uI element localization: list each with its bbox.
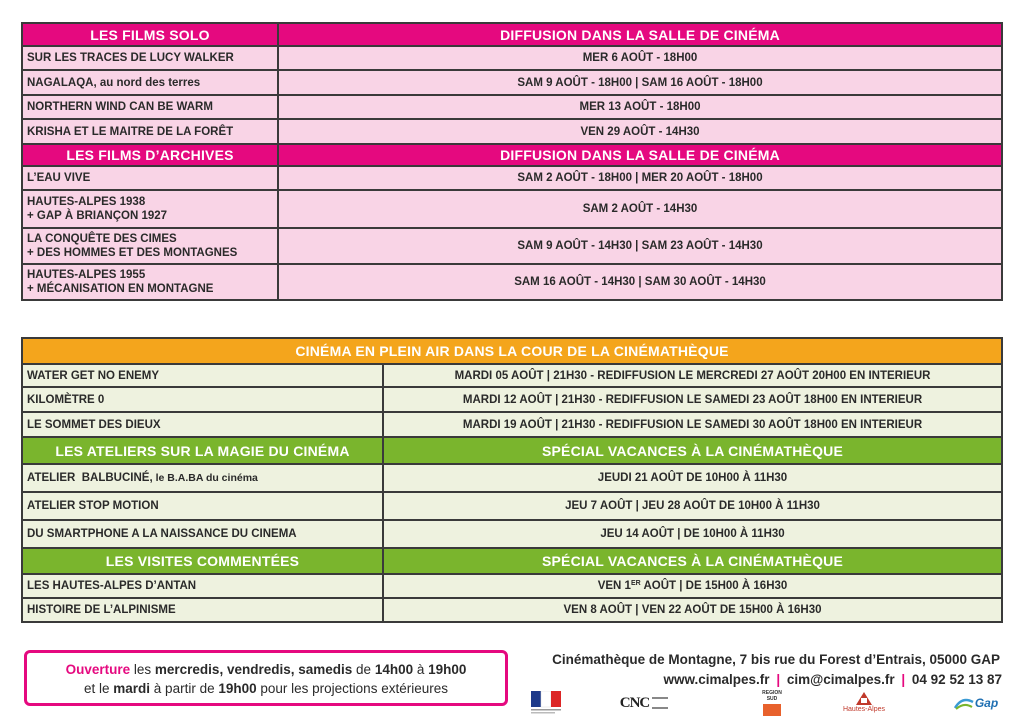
region-emblem-icon (763, 704, 781, 716)
opening-hours-line2 (33, 679, 499, 698)
region-logo-text: REGION SUD (762, 690, 782, 702)
archives-header-left: LES FILMS D’ARCHIVES (22, 144, 278, 166)
film-dates: MARDI 19 AOÛT | 21H30 - REDIFFUSION LE SAMEDI 30 AOÛT 18H00 EN INTERIEUR (383, 412, 1002, 437)
hours-day: vendredis (226, 662, 291, 677)
archive-title-line1: LA CONQUÊTE DES CIMES (27, 233, 177, 245)
phone-number: 04 92 52 13 87 (911, 672, 1002, 687)
ateliers-header-left: LES ATELIERS SUR LA MAGIE DU CINÉMA (22, 437, 383, 464)
table-row (22, 228, 1002, 264)
film-title: KILOMÈTRE 0 (22, 387, 383, 412)
film-title: KRISHA ET LE MAITRE DE LA FORÊT (22, 119, 278, 144)
film-title: SUR LES TRACES DE LUCY WALKER (22, 46, 278, 70)
atelier-dates: JEU 7 AOÛT | JEU 28 AOÛT DE 10H00 À 11H30 (383, 492, 1002, 520)
visite-dates-b: AOÛT | DE 15H00 À 16H30 (640, 580, 788, 592)
separator: | (901, 672, 906, 687)
archives-header-row (22, 144, 1002, 166)
visite-title: LES HAUTES-ALPES D’ANTAN (22, 574, 383, 598)
hours-day: mardi (113, 681, 151, 696)
website-link[interactable]: www.cimalpes.fr (663, 672, 770, 687)
table-row (22, 387, 1002, 412)
archive-title (22, 166, 278, 190)
film-dates: VEN 29 AOÛT - 14H30 (278, 119, 1002, 144)
hours-day: mercredis (154, 662, 220, 677)
visites-header-left: LES VISITES COMMENTÉES (22, 548, 383, 574)
archive-title-line1: HAUTES-ALPES 1938 (27, 196, 146, 208)
cnc-logo (618, 690, 670, 716)
hours-time: 19h00 (218, 681, 257, 696)
opening-hours-line1 (33, 660, 499, 679)
email-link[interactable]: cim@cimalpes.fr (786, 672, 895, 687)
film-dates: MER 6 AOÛT - 18H00 (278, 46, 1002, 70)
gap-swoosh-icon (954, 696, 974, 710)
hours-time: 14h00 (374, 662, 414, 677)
solo-header-row (22, 23, 1002, 46)
archive-title-line2: + DES HOMMES ET DES MONTAGNES (27, 247, 238, 259)
table-row (22, 119, 1002, 144)
atelier-title: ATELIER STOP MOTION (22, 492, 383, 520)
opening-word: Ouverture (65, 662, 131, 677)
activities-table (21, 337, 1003, 623)
hours-text: pour les projections extérieures (256, 681, 448, 696)
gap-logo-text: Gap (974, 696, 999, 710)
archive-title-line2: + MÉCANISATION EN MONTAGNE (27, 283, 214, 295)
hours-text: , (219, 662, 227, 677)
hautes-alpes-logo (836, 690, 892, 716)
table-row (22, 464, 1002, 492)
mountain-icon (856, 692, 872, 705)
contact-address: Cinémathèque de Montagne, 7 bis rue du Forest d’Entrais, 05000 GAP (552, 652, 1000, 667)
plein-air-header: CINÉMA EN PLEIN AIR DANS LA COUR DE LA CINÉMATHÈQUE (22, 338, 1002, 364)
solo-header-right: DIFFUSION DANS LA SALLE DE CINÉMA (278, 23, 1002, 46)
table-row (22, 520, 1002, 548)
archive-title (22, 264, 278, 300)
films-table (21, 22, 1003, 301)
hours-text: de (352, 662, 375, 677)
visite-dates-a: VEN 1 (597, 580, 631, 592)
hours-text: les (130, 662, 155, 677)
film-dates: MARDI 05 AOÛT | 21H30 - REDIFFUSION LE MERCREDI 27 AOÛT 20H00 EN INTERIEUR (383, 364, 1002, 387)
visites-header-row (22, 548, 1002, 574)
film-title: WATER GET NO ENEMY (22, 364, 383, 387)
atelier-title (22, 464, 383, 492)
film-dates: SAM 9 AOÛT - 18H00 | SAM 16 AOÛT - 18H00 (278, 70, 1002, 95)
table-row (22, 412, 1002, 437)
archive-title (22, 190, 278, 228)
cnc-lines-icon (652, 697, 668, 709)
ateliers-header-row (22, 437, 1002, 464)
republique-francaise-logo (528, 690, 564, 716)
film-title: LE SOMMET DES DIEUX (22, 412, 383, 437)
region-sud-logo (758, 690, 786, 716)
table-row (22, 492, 1002, 520)
hours-text: et le (84, 681, 114, 696)
table-row (22, 95, 1002, 119)
solo-header-left: LES FILMS SOLO (22, 23, 278, 46)
table-row (22, 364, 1002, 387)
hours-day: samedis (298, 662, 353, 677)
visite-dates-sup: ER (630, 580, 641, 587)
archive-dates: SAM 2 AOÛT - 14H30 (278, 190, 1002, 228)
atelier-dates: JEU 14 AOÛT | DE 10H00 À 11H30 (383, 520, 1002, 548)
opening-hours-box (24, 650, 508, 706)
atelier-title-main: ATELIER BALBUCINÉ, (27, 472, 153, 484)
hours-time: 19h00 (428, 662, 467, 677)
gap-logo (948, 690, 1004, 716)
atelier-dates: JEUDI 21 AOÛT DE 10H00 À 11H30 (383, 464, 1002, 492)
contact-line (520, 670, 1002, 690)
archive-title-line1: HAUTES-ALPES 1955 (27, 269, 146, 281)
archive-title-line2: + GAP À BRIANÇON 1927 (27, 210, 168, 222)
hours-text: , (290, 662, 299, 677)
table-row (22, 190, 1002, 228)
visite-title: HISTOIRE DE L’ALPINISME (22, 598, 383, 622)
archive-title (22, 228, 278, 264)
visites-header-right: SPÉCIAL VACANCES À LA CINÉMATHÈQUE (383, 548, 1002, 574)
atelier-title-small: le B.A.BA du cinéma (152, 472, 258, 484)
table-row (22, 46, 1002, 70)
table-row (22, 70, 1002, 95)
archive-dates: SAM 16 AOÛT - 14H30 | SAM 30 AOÛT - 14H30 (278, 264, 1002, 300)
marianne-icon (531, 691, 561, 715)
visite-dates: VEN 8 AOÛT | VEN 22 AOÛT DE 15H00 À 16H30 (383, 598, 1002, 622)
ateliers-header-right: SPÉCIAL VACANCES À LA CINÉMATHÈQUE (383, 437, 1002, 464)
table-row (22, 574, 1002, 598)
film-dates: MER 13 AOÛT - 18H00 (278, 95, 1002, 119)
cnc-logo-text: CNC (619, 694, 650, 711)
film-title: NAGALAQA, au nord des terres (22, 70, 278, 95)
archive-dates: SAM 9 AOÛT - 14H30 | SAM 23 AOÛT - 14H30 (278, 228, 1002, 264)
hours-text: à (413, 662, 429, 677)
table-row (22, 166, 1002, 190)
archive-title-line1: L’EAU VIVE (27, 172, 91, 184)
archive-dates: SAM 2 AOÛT - 18H00 | MER 20 AOÛT - 18H00 (278, 166, 1002, 190)
dept-logo-text: Hautes-Alpes (842, 706, 886, 713)
visite-dates (383, 574, 1002, 598)
plein-air-header-row (22, 338, 1002, 364)
table-row (22, 598, 1002, 622)
atelier-title: DU SMARTPHONE A LA NAISSANCE DU CINEMA (22, 520, 383, 548)
archives-header-right: DIFFUSION DANS LA SALLE DE CINÉMA (278, 144, 1002, 166)
table-row (22, 264, 1002, 300)
separator: | (776, 672, 781, 687)
hours-text: à partir de (150, 681, 219, 696)
film-dates: MARDI 12 AOÛT | 21H30 - REDIFFUSION LE SAMEDI 23 AOÛT 18H00 EN INTERIEUR (383, 387, 1002, 412)
film-title: NORTHERN WIND CAN BE WARM (22, 95, 278, 119)
